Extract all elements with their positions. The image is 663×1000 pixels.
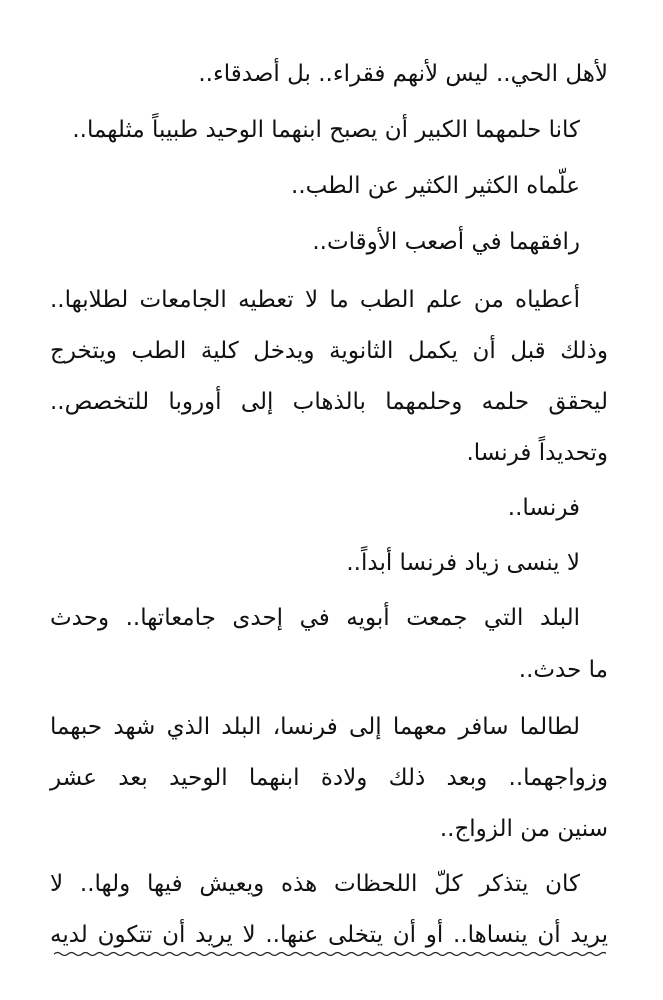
text-line: رافقهما في أصعب الأوقات.. (312, 229, 580, 255)
text-line: سنين من الزواج.. (439, 816, 608, 842)
text-line: لطالما سافر معهما إلى فرنسا، البلد الذي شهد حبهما (50, 714, 580, 740)
text-line: لأهل الحي.. ليس لأنهم فقراء.. بل أصدقاء.. (198, 61, 608, 87)
text-line: فرنسا.. (507, 495, 580, 521)
text-line: يريد أن ينساها.. أو أن يتخلى عنها.. لا يريد أن تتكون لديه (50, 922, 608, 948)
text-line: علّماه الكثير الكثير عن الطب.. (291, 173, 580, 199)
text-line: كانا حلمهما الكبير أن يصبح ابنهما الوحيد طبيباً مثلهما.. (72, 117, 580, 143)
text-line: وتحديداً فرنسا. (466, 440, 608, 466)
text-line: أعطياه من علم الطب ما لا تعطيه الجامعات لطلابها.. (50, 287, 580, 313)
wavy-divider (54, 948, 606, 960)
text-line: كان يتذكر كلّ اللحظات هذه ويعيش فيها ولها.. لا (50, 871, 580, 897)
text-line: وزواجهما.. وبعد ذلك ولادة ابنهما الوحيد بعد عشر (50, 765, 608, 791)
text-line: ما حدث.. (518, 657, 608, 683)
text-line: البلد التي جمعت أبويه في إحدى جامعاتها.. وحدث (50, 605, 580, 631)
text-line: ليحقق حلمه وحلمهما بالذهاب إلى أوروبا للتخصص.. (50, 389, 608, 415)
text-line: وذلك قبل أن يكمل الثانوية ويدخل كلية الطب ويتخرج (50, 338, 608, 364)
text-line: لا ينسى زياد فرنسا أبداً.. (346, 550, 580, 576)
